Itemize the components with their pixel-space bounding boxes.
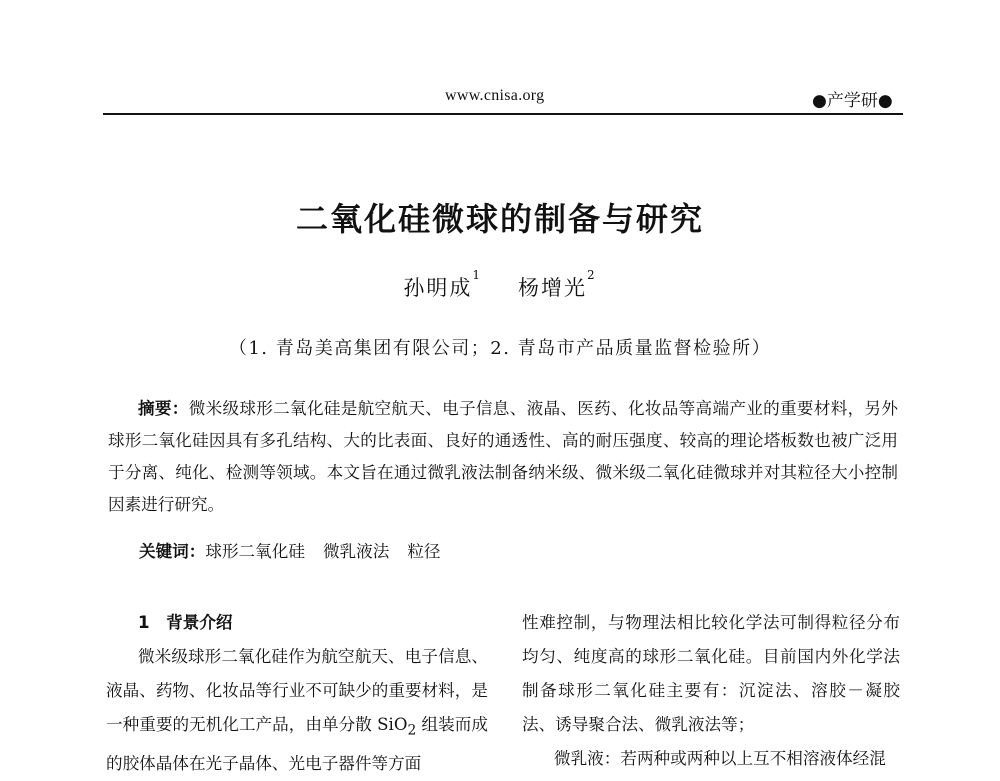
affiliations: （1. 青岛美高集团有限公司；2. 青岛市产品质量监督检验所） <box>228 338 772 359</box>
abstract <box>108 393 898 521</box>
author-name: 杨增光 <box>518 276 587 300</box>
header-url: www.cnisa.org <box>445 87 545 104</box>
keywords <box>139 538 459 562</box>
body-column-left <box>106 606 488 781</box>
paragraph-text: 微米级球形二氧化硅作为航空航天、电子信息、液晶、药物、化妆品等行业不可缺少的重要材料，是一种重要的无机化工产品，由单分散 SiO <box>106 647 488 734</box>
keyword: 球形二氧化硅 <box>205 542 305 561</box>
paragraph-text: 组装而成的胶体晶体在光子晶体、光电子器件等方面 <box>106 715 488 774</box>
body-column-right <box>522 606 900 776</box>
keywords-label: 关键词： <box>139 542 206 561</box>
author-affiliation-mark: 1 <box>472 268 482 282</box>
abstract-text: 微米级球形二氧化硅是航空航天、电子信息、液晶、医药、化妆品等高端产业的重要材料，另外球形二氧化硅因具有多孔结构、大的比表面、良好的通透性、高的耐压强度、较高的理论塔板数也被广泛用于分离、纯化、检测等领域。本文旨在通过微乳液法制备纳米级、微米级二氧化硅微球并对其粒径大小控制因素进行研究。 <box>108 399 898 514</box>
article-title: 二氧化硅微球的制备与研究 <box>295 200 704 238</box>
body-paragraph: 性难控制，与物理法相比较化学法可制得粒径分布均匀、纯度高的球形二氧化硅。目前国内外化学法制备球形二氧化硅主要有：沉淀法、溶胶－凝胶法、诱导聚合法、微乳液法等； <box>522 613 900 734</box>
header-section-label: ●产学研● <box>812 91 893 111</box>
keyword: 粒径 <box>407 542 441 561</box>
body-paragraph <box>106 640 488 781</box>
subscript: 2 <box>407 722 417 739</box>
section-heading: 1 背景介绍 <box>138 613 233 632</box>
keyword: 微乳液法 <box>322 542 390 561</box>
author-name: 孙明成 <box>403 276 473 300</box>
author-line <box>0 268 1000 302</box>
author-affiliation-mark: 2 <box>587 268 597 282</box>
body-paragraph: 微乳液：若两种或两种以上互不相溶液体经混 <box>554 749 886 768</box>
abstract-label: 摘要： <box>138 399 189 418</box>
header-divider <box>103 113 903 115</box>
